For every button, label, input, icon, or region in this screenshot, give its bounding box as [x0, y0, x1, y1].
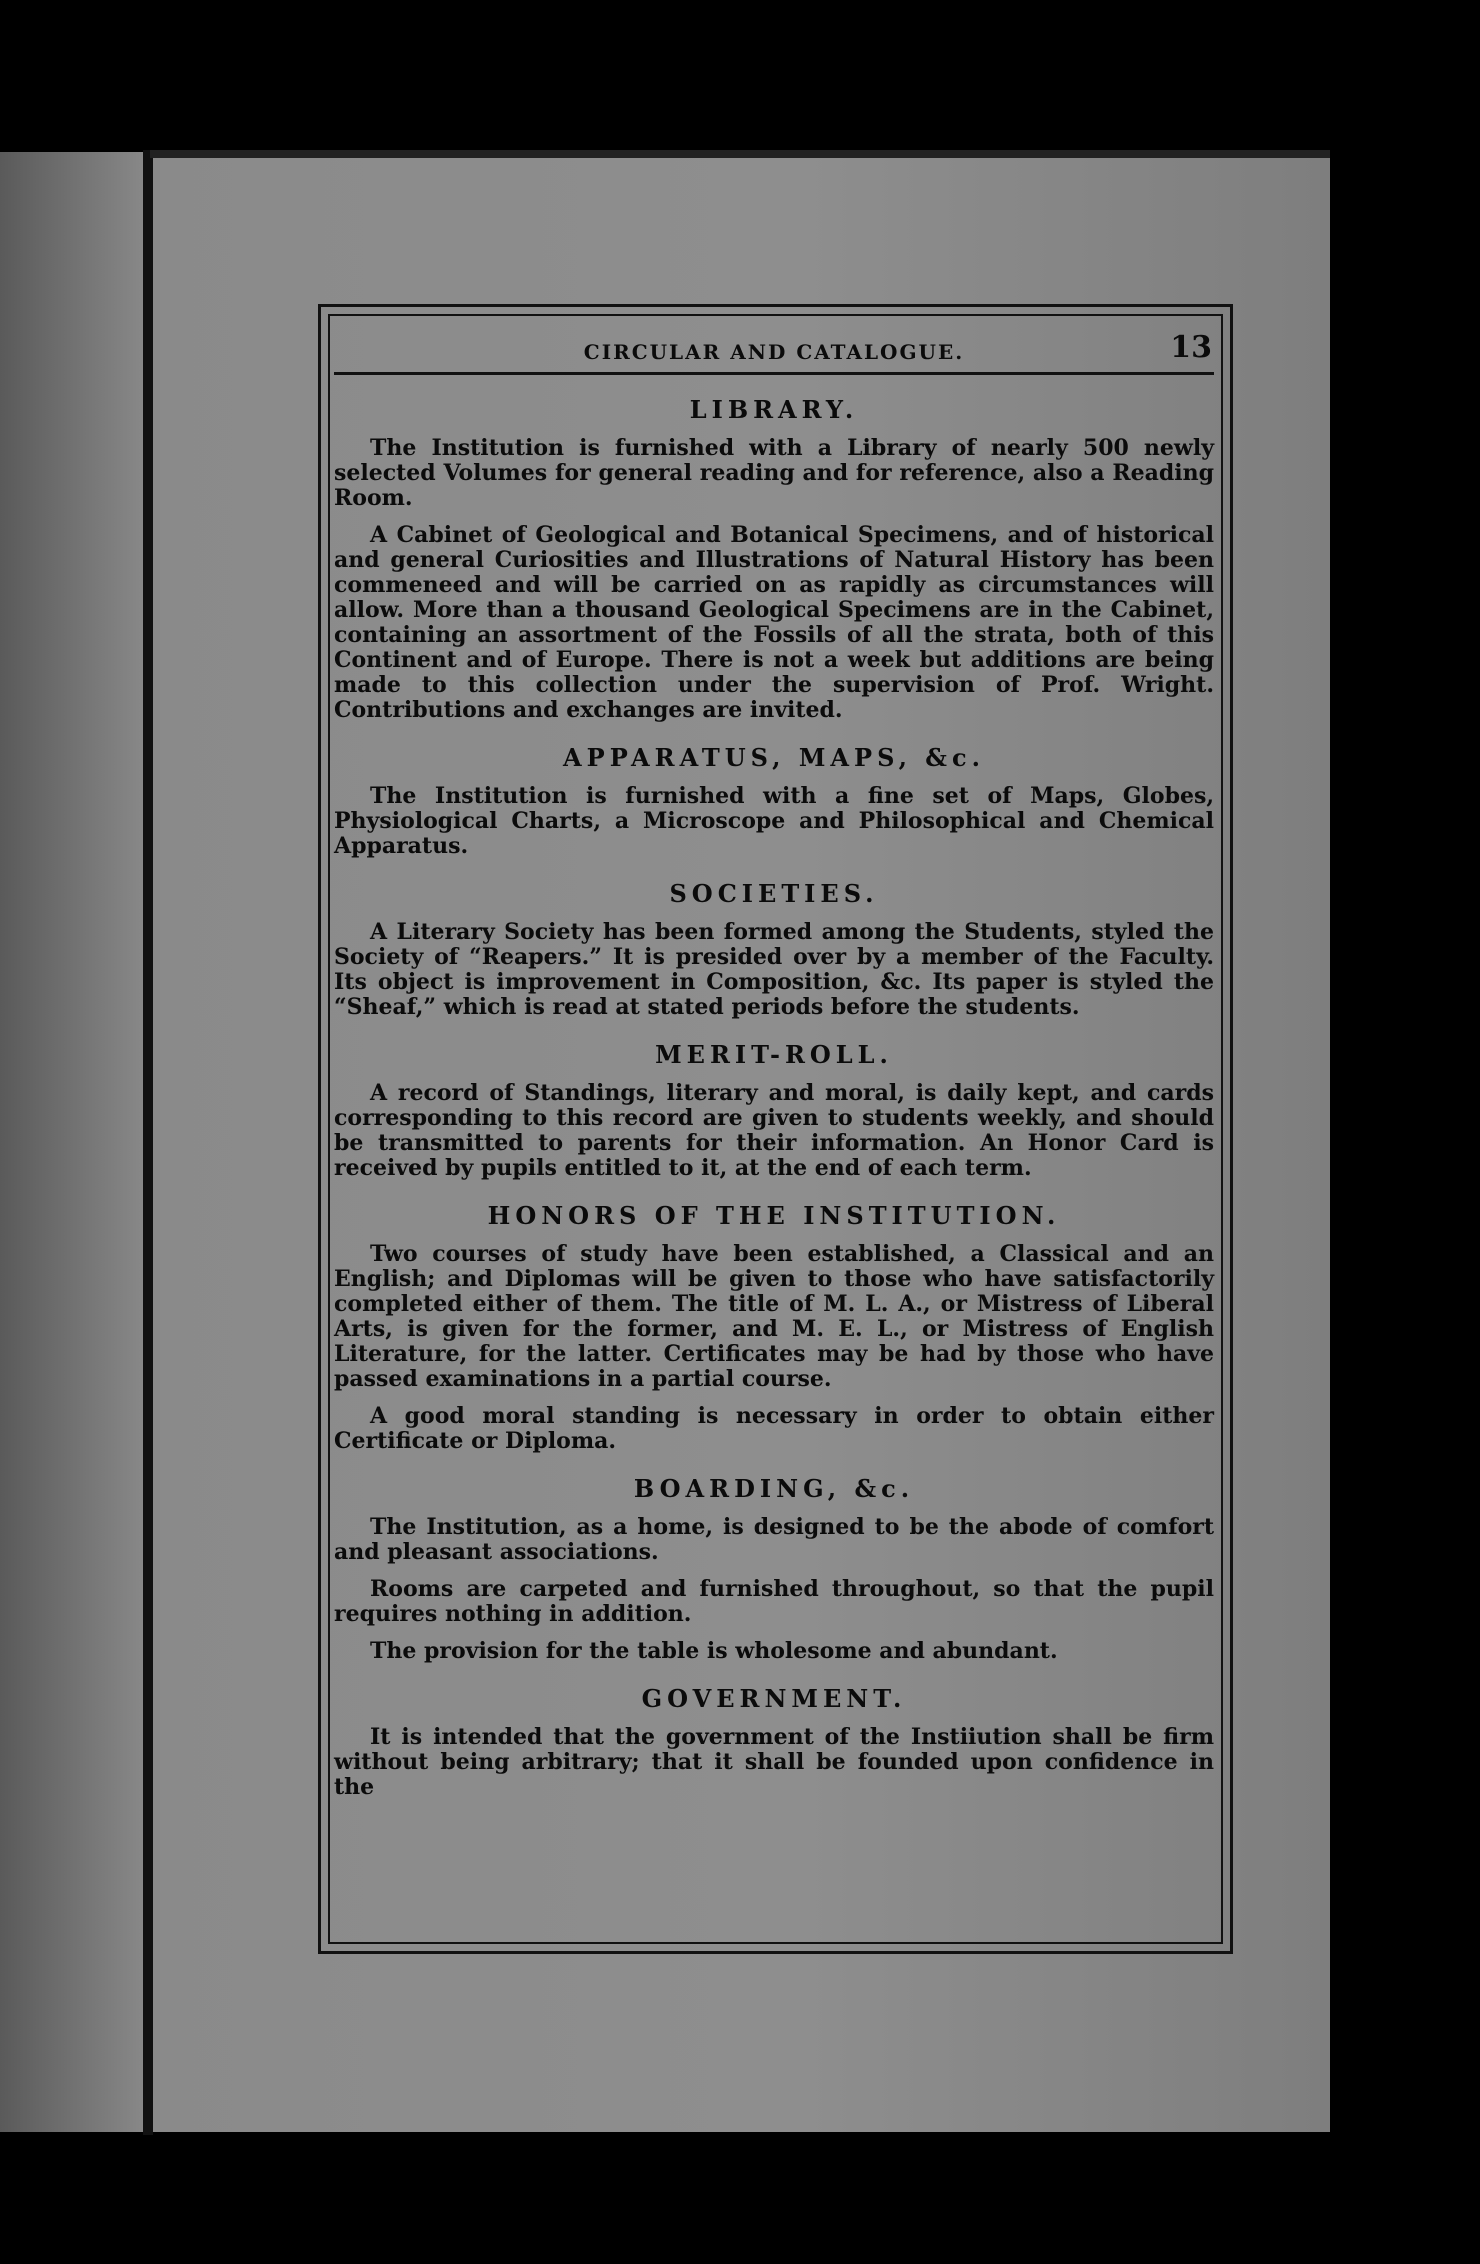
paragraph: The Institution is furnished with a fine set of Maps, Globes, Physiological Charts, a Microscope and Philosophical and Chemical Apparatus.	[334, 783, 1214, 859]
paragraph: It is intended that the government of the Instiiution shall be firm without being arbitrary; that it shall be founded upon confidence in the	[334, 1724, 1214, 1800]
section-honors	[334, 1201, 1214, 1454]
page-number: 13	[1170, 330, 1212, 365]
section-heading: MERIT-ROLL.	[655, 1040, 893, 1069]
paragraph: Rooms are carpeted and furnished throughout, so that the pupil requires nothing in addition.	[334, 1576, 1214, 1627]
paragraph: The Institution, as a home, is designed to be the abode of comfort and pleasant associations.	[334, 1514, 1214, 1565]
paragraph: A record of Standings, literary and moral, is daily kept, and cards corresponding to this record are given to students weekly, and should be transmitted to parents for their information. An Honor Card is received by pupils entitled to it, at the end of each term.	[334, 1080, 1214, 1181]
section-heading: BOARDING, &c.	[633, 1474, 915, 1503]
paragraph: A good moral standing is necessary in order to obtain either Certificate or Diploma.	[334, 1403, 1214, 1454]
page-content	[334, 330, 1214, 1930]
section-merit-roll	[334, 1040, 1214, 1181]
section-boarding	[334, 1474, 1214, 1664]
facing-page-edge	[0, 152, 150, 2132]
page-top-edge	[150, 150, 1330, 158]
section-societies	[334, 879, 1214, 1020]
paragraph: A Cabinet of Geological and Botanical Specimens, and of historical and general Curiosities and Illustrations of Natural History has been commeneed and will be carried on as rapidly as circumstances will allow. More than a thousand Geological Specimens are in the Cabinet, containing an assortment of the Fossils of all the strata, both of this Continent and of Europe. There is not a week but additions are being made to this collection under the supervision of Prof. Wright. Contributions and exchanges are invited.	[334, 522, 1214, 723]
section-apparatus	[334, 743, 1214, 859]
page-gutter	[143, 150, 153, 2135]
section-heading: SOCIETIES.	[669, 879, 879, 908]
paragraph: The Institution is furnished with a Library of nearly 500 newly selected Volumes for general reading and for reference, also a Reading Room.	[334, 435, 1214, 511]
section-heading: APPARATUS, MAPS, &c.	[563, 743, 985, 772]
paragraph: The provision for the table is wholesome and abundant.	[370, 1638, 1058, 1664]
section-heading: HONORS OF THE INSTITUTION.	[487, 1201, 1061, 1230]
paragraph: Two courses of study have been established, a Classical and an English; and Diplomas will be given to those who have satisfactorily completed either of them. The title of M. L. A., or Mistress of Liberal Arts, is given for the former, and M. E. L., or Mistress of English Literature, for the latter. Certificates may be had by those who have passed examinations in a partial course.	[334, 1241, 1214, 1392]
paragraph: A Literary Society has been formed among the Students, styled the Society of “Reapers.” It is presided over by a member of the Faculty. Its object is improvement in Composition, &c. Its paper is styled the “Sheaf,” which is read at stated periods before the students.	[334, 919, 1214, 1020]
section-government	[334, 1684, 1214, 1800]
running-head-title: CIRCULAR AND CATALOGUE.	[583, 340, 965, 364]
section-heading: GOVERNMENT.	[641, 1684, 907, 1713]
section-library	[334, 395, 1214, 723]
running-head	[334, 330, 1214, 375]
section-heading: LIBRARY.	[689, 395, 859, 424]
